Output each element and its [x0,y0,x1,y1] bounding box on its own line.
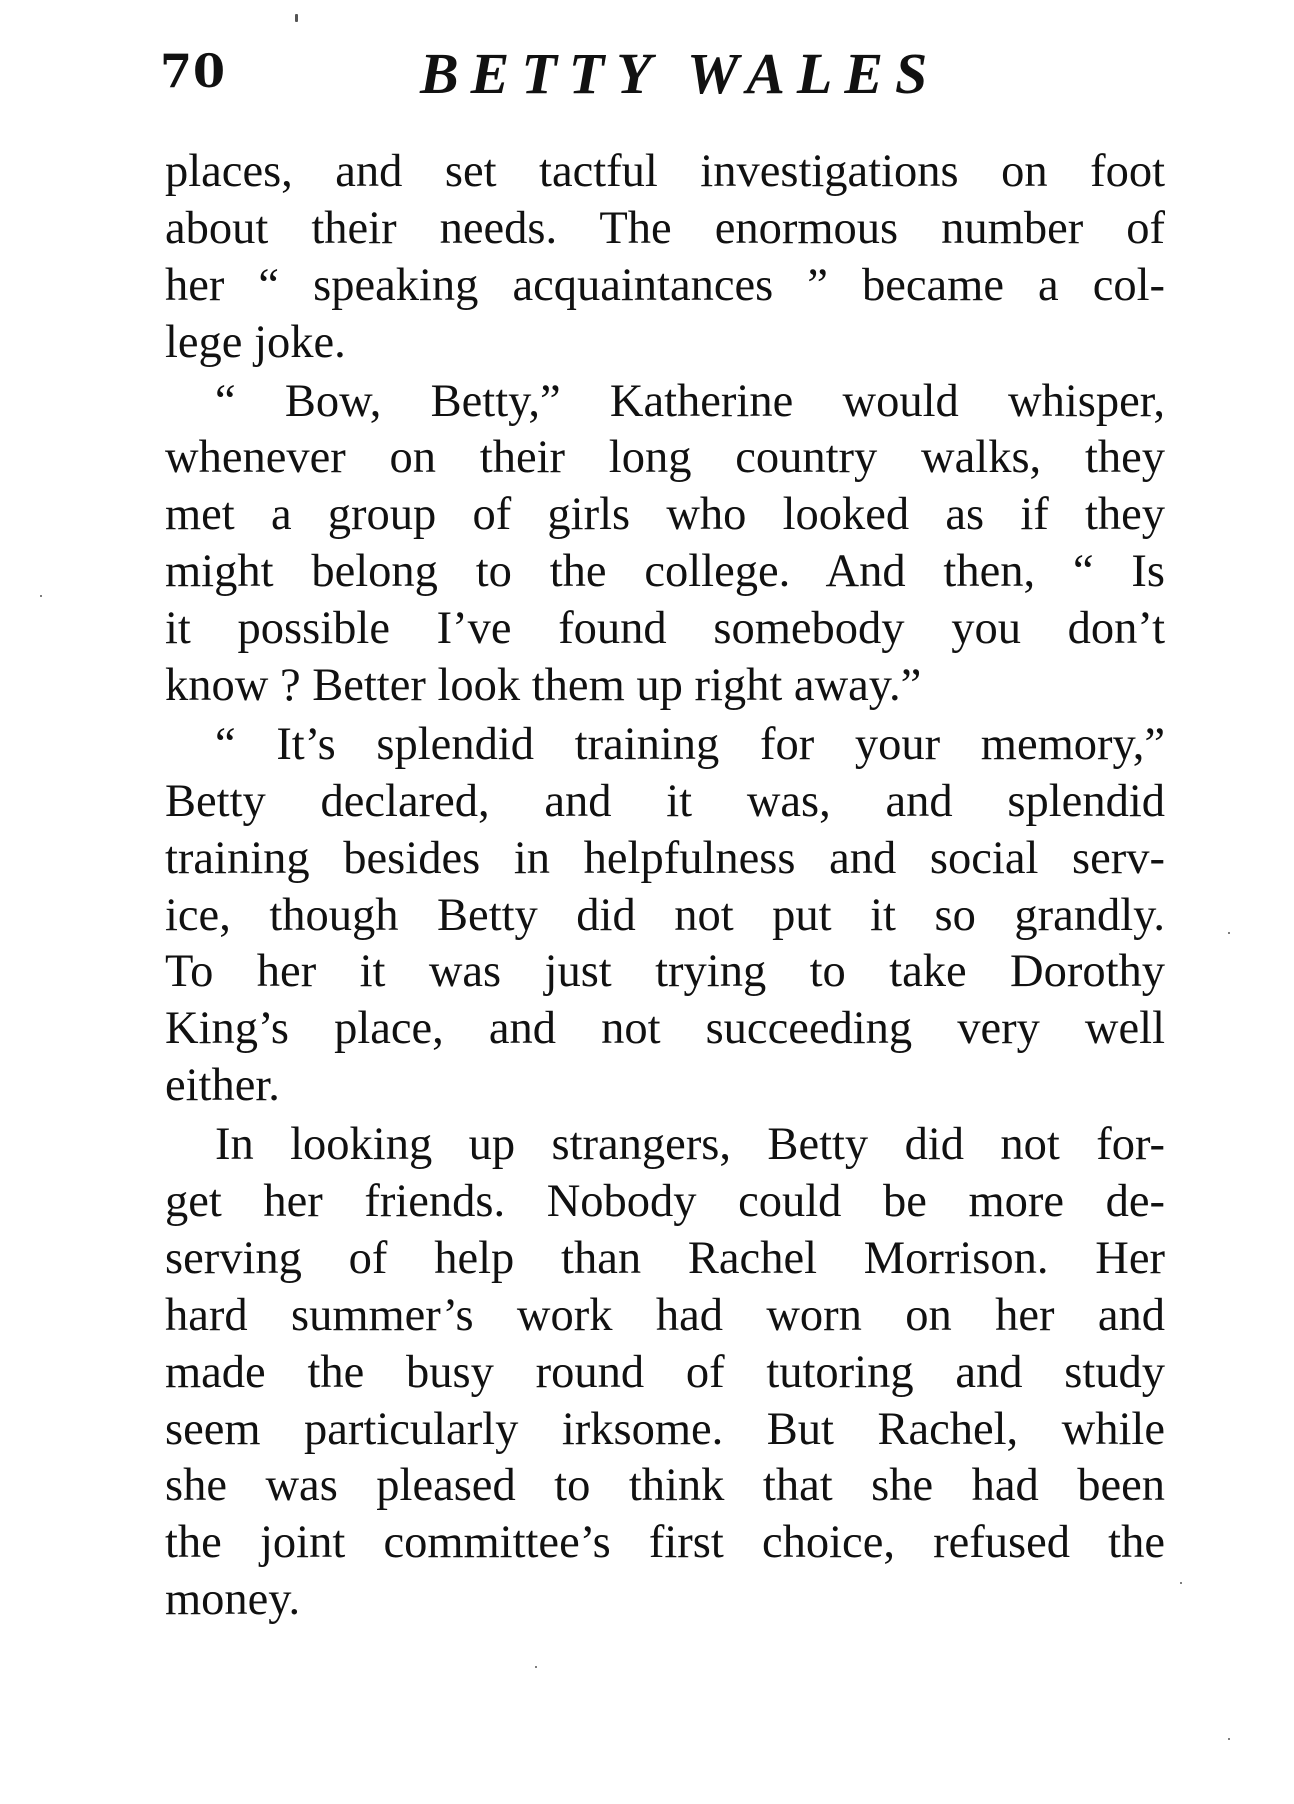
text-line: King’s place, and not succeeding very well [165,1003,1165,1055]
text-line: “ It’s splendid training for your memory,” [215,718,1165,770]
scan-speck [1228,1738,1230,1740]
text-line: hard summer’s work had worn on her and [165,1289,1165,1341]
running-title: BETTY WALES [420,41,940,106]
text-line: money. [165,1574,301,1626]
text-line: about their needs. The enormous number of [165,202,1165,254]
text-line: Betty declared, and it was, and splendid [165,775,1165,827]
text-line: either. [165,1060,280,1112]
text-line: lege joke. [165,316,346,368]
running-head [160,40,1160,110]
text-line: In looking up strangers, Betty did not for- [215,1119,1165,1171]
text-line: know ? Better look them up right away.” [165,660,922,712]
text-line: training besides in helpfulness and social serv- [165,832,1165,884]
text-line: “ Bow, Betty,” Katherine would whisper, [215,375,1165,427]
text-line: her “ speaking acquaintances ” became a col- [165,259,1165,311]
text-line: To her it was just trying to take Dorothy [165,946,1165,998]
paragraph-4 [165,1117,1165,1629]
scan-speck [1228,932,1230,934]
text-line: ice, though Betty did not put it so grandly. [165,889,1165,941]
text-line: made the busy round of tutoring and study [165,1346,1165,1398]
text-line: met a group of girls who looked as if they [165,489,1165,541]
scan-speck [40,595,42,597]
text-line: serving of help than Rachel Morrison. Her [165,1232,1165,1284]
text-line: places, and set tactful investigations on foot [165,146,1165,197]
paragraph-3 [165,717,1165,1115]
text-line: she was pleased to think that she had been [165,1460,1165,1512]
text-line: seem particularly irksome. But Rachel, while [165,1403,1165,1455]
body-text [165,144,1165,1629]
scan-speck [535,1666,537,1668]
text-line: get her friends. Nobody could be more de- [165,1176,1165,1228]
text-line: the joint committee’s first choice, refused the [165,1517,1165,1569]
text-line: might belong to the college. And then, “ Is [165,546,1165,598]
text-line: whenever on their long country walks, they [165,432,1165,484]
paragraph-1 [165,144,1165,372]
page-number: 70 [160,44,227,98]
text-line: it possible I’ve found somebody you don’t [165,603,1165,655]
paragraph-2 [165,374,1165,715]
scan-speck [1180,1582,1182,1584]
scan-speck [295,14,298,22]
